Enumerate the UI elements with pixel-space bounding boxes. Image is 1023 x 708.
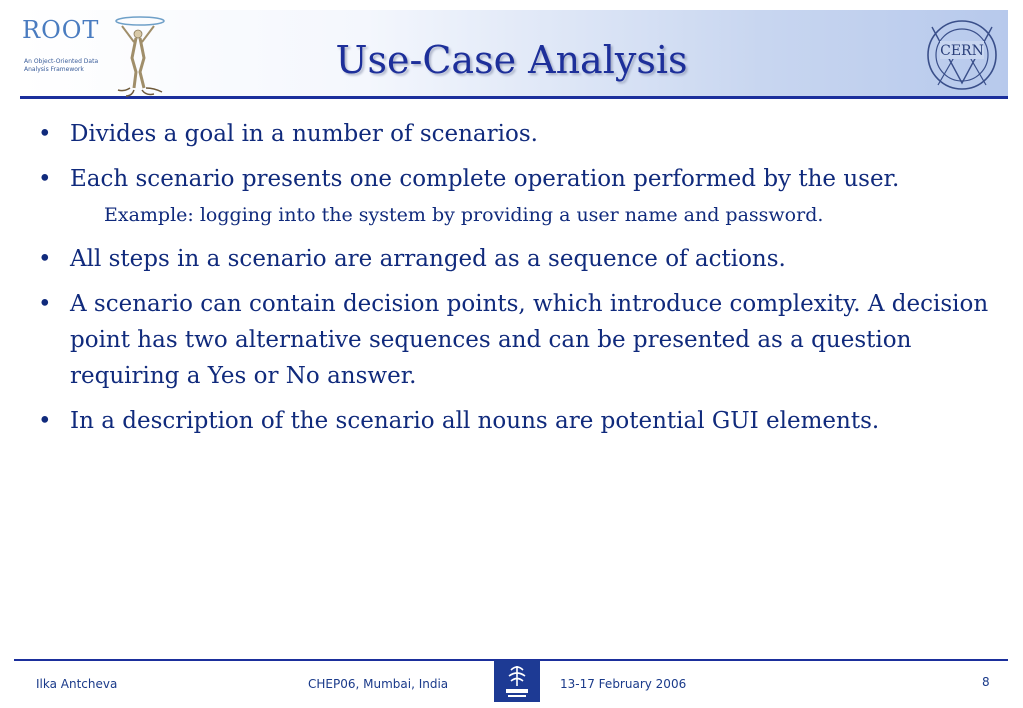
tifr-logo: [494, 660, 540, 702]
bullet-list: [30, 116, 990, 448]
bullet-marker: •: [38, 291, 52, 317]
bullet-text: Each scenario presents one complete operation performed by the user.: [70, 166, 900, 192]
slide-title: Use-Case Analysis: [335, 38, 688, 82]
root-logo-tagline: An Object-Oriented Data Analysis Framework: [24, 58, 99, 73]
bullet-text: A scenario can contain decision points, which introduce complexity. A decision point has two alternative sequences and can be presented as a question requiring a Yes or No answer.: [70, 291, 989, 389]
bullet-text: In a description of the scenario all nouns are potential GUI elements.: [70, 408, 880, 434]
tifr-logo-icon: [494, 660, 540, 702]
bullet-marker: •: [38, 246, 52, 272]
footer-conference: CHEP06, Mumbai, India: [308, 677, 449, 691]
bullet-item: [30, 286, 990, 394]
bullet-marker: •: [38, 408, 52, 434]
page-number: 8: [982, 675, 990, 689]
cern-logo-icon: [920, 13, 1004, 97]
bullet-item: [30, 116, 990, 152]
bullet-item: [30, 403, 990, 439]
root-logo-word: ROOT: [22, 16, 100, 44]
bullet-text: Divides a goal in a number of scenarios.: [70, 121, 538, 147]
bullet-marker: •: [38, 166, 52, 192]
cern-logo-text: CERN: [940, 43, 984, 59]
footer-author: Ilka Antcheva: [36, 677, 118, 691]
bullet-item: [30, 161, 990, 197]
footer-dates: 13-17 February 2006: [560, 677, 687, 691]
bullet-example: Example: logging into the system by providing a user name and password.: [104, 204, 824, 226]
bullet-marker: •: [38, 121, 52, 147]
bullet-text: All steps in a scenario are arranged as a sequence of actions.: [70, 246, 786, 272]
bullet-item: [30, 241, 990, 277]
